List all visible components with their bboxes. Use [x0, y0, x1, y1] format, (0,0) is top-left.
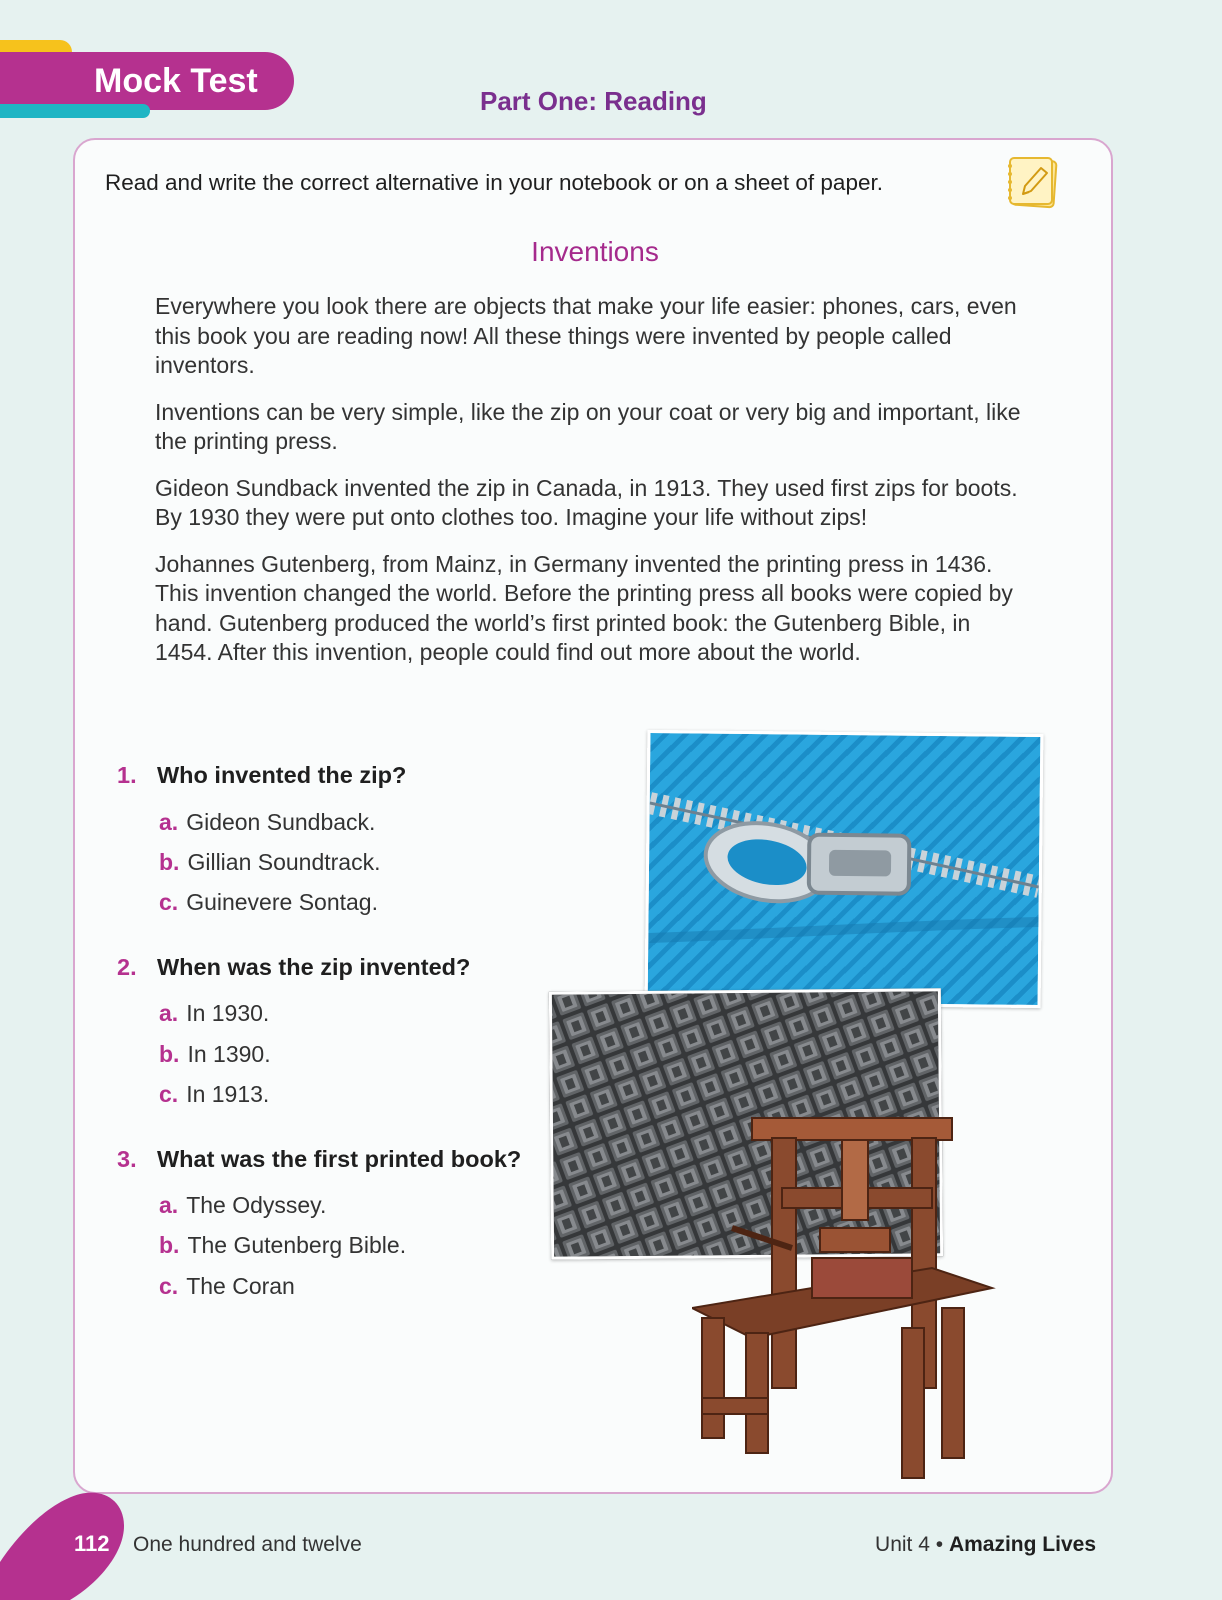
unit-label	[875, 1533, 1096, 1557]
option-text: Gillian Soundtrack.	[187, 849, 381, 875]
mock-test-label: Mock Test	[94, 62, 258, 100]
question-2	[117, 954, 470, 981]
header-tab-teal-accent	[0, 104, 150, 118]
option-letter: c.	[159, 1081, 179, 1107]
option-2b	[159, 1041, 271, 1068]
question-number: 3.	[117, 1146, 137, 1172]
question-3	[117, 1146, 521, 1173]
zip-photo	[645, 730, 1044, 1008]
question-text: Who invented the zip?	[157, 762, 407, 788]
option-text: The Coran	[186, 1273, 295, 1299]
option-3a	[159, 1192, 326, 1219]
option-letter: b.	[159, 849, 180, 875]
unit-title: Amazing Lives	[948, 1533, 1096, 1556]
zip-illustration	[648, 733, 1041, 1005]
question-text: What was the first printed book?	[157, 1146, 522, 1172]
option-letter: b.	[159, 1041, 180, 1067]
page-number: 112	[74, 1531, 110, 1556]
passage-paragraph: Johannes Gutenberg, from Mainz, in Germany invented the printing press in 1436. This invention changed the world. Before the printing press all books were copied by hand. Gutenberg produced the world’s first printed book: the Gutenberg Bible, in 1454. After this invention, people could find out more about the world.	[155, 550, 1013, 665]
option-1b	[159, 849, 381, 876]
question-number: 1.	[117, 762, 137, 788]
page-number-words: One hundred and twelve	[133, 1533, 362, 1556]
option-text: Guinevere Sontag.	[186, 889, 378, 915]
printing-press-illustration	[692, 1078, 1032, 1488]
reading-passage	[155, 292, 1025, 685]
option-letter: a.	[159, 809, 179, 835]
option-text: In 1930.	[186, 1000, 270, 1026]
option-1a	[159, 809, 375, 836]
option-2a	[159, 1000, 269, 1027]
option-3b	[159, 1232, 406, 1259]
instruction-text: Read and write the correct alternative in your notebook or on a sheet of paper.	[105, 170, 883, 195]
option-letter: a.	[159, 1192, 179, 1218]
story-title: Inventions	[531, 236, 659, 267]
pencil-notepad-icon	[1005, 154, 1061, 212]
question-number: 2.	[117, 954, 137, 980]
option-text: In 1913.	[186, 1081, 270, 1107]
option-letter: c.	[159, 1273, 179, 1299]
unit-separator: •	[935, 1533, 944, 1556]
passage-paragraph: Inventions can be very simple, like the zip on your coat or very big and important, like the printing press.	[155, 398, 1021, 454]
question-text: When was the zip invented?	[157, 954, 471, 980]
option-text: In 1390.	[187, 1041, 271, 1067]
passage-paragraph: Gideon Sundback invented the zip in Canada, in 1913. They used first zips for boots. By 1930 they were put onto clothes too. Imagine your life without zips!	[155, 474, 1018, 530]
option-text: Gideon Sundback.	[186, 809, 376, 835]
option-letter: a.	[159, 1000, 179, 1026]
option-text: The Gutenberg Bible.	[187, 1232, 407, 1258]
option-letter: c.	[159, 889, 179, 915]
part-title: Part One: Reading	[480, 86, 707, 116]
option-2c	[159, 1081, 269, 1108]
option-3c	[159, 1273, 295, 1300]
question-1	[117, 762, 406, 789]
unit-number: Unit 4	[875, 1533, 930, 1556]
option-1c	[159, 889, 378, 916]
passage-paragraph: Everywhere you look there are objects that make your life easier: phones, cars, even this book you are reading now! All these things were invented by people called inventors.	[155, 293, 1017, 378]
option-letter: b.	[159, 1232, 180, 1258]
option-text: The Odyssey.	[186, 1192, 327, 1218]
mock-test-tab	[0, 52, 294, 110]
